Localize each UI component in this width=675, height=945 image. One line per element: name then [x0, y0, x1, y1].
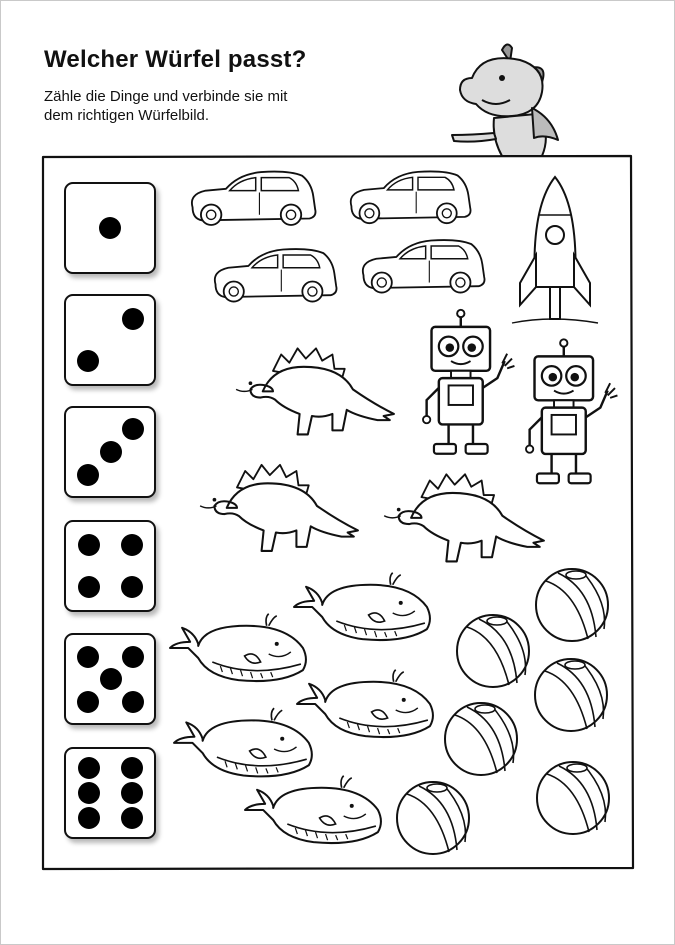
stegosaurus-icon	[196, 458, 362, 566]
die-pip	[77, 350, 99, 372]
die-pip	[100, 668, 122, 690]
car-icon	[358, 236, 486, 298]
die-pip	[78, 576, 100, 598]
beach-ball-icon	[395, 780, 471, 856]
die-pip	[78, 807, 100, 829]
beach-ball-icon	[443, 701, 519, 777]
rocket-icon	[510, 175, 600, 327]
die-pip	[121, 807, 143, 829]
robot-icon	[515, 335, 615, 490]
car-icon	[346, 167, 472, 229]
worksheet-title: Welcher Würfel passt?	[44, 46, 307, 73]
die-pip	[122, 691, 144, 713]
die-3[interactable]	[64, 406, 156, 498]
die-pip	[121, 757, 143, 779]
die-4[interactable]	[64, 520, 156, 612]
die-1[interactable]	[64, 182, 156, 274]
die-pip	[77, 464, 99, 486]
die-pip	[122, 308, 144, 330]
beach-ball-icon	[533, 657, 609, 733]
stegosaurus-icon	[232, 343, 398, 448]
die-pip	[78, 782, 100, 804]
die-2[interactable]	[64, 294, 156, 386]
instruction-line-2: dem richtigen Würfelbild.	[44, 107, 210, 124]
die-pip	[121, 576, 143, 598]
beach-ball-icon	[534, 567, 610, 643]
die-pip	[122, 646, 144, 668]
die-5[interactable]	[64, 633, 156, 725]
die-pip	[78, 534, 100, 556]
stegosaurus-icon	[380, 468, 548, 576]
die-pip	[99, 217, 121, 239]
die-pip	[121, 782, 143, 804]
robot-icon	[412, 308, 512, 458]
instruction-line-1: Zähle die Dinge und verbinde sie mit	[44, 88, 288, 105]
die-6[interactable]	[64, 747, 156, 839]
beach-ball-icon	[455, 613, 531, 689]
car-icon	[210, 245, 338, 307]
beach-ball-icon	[535, 760, 611, 836]
whale-icon	[292, 570, 438, 660]
die-pip	[121, 534, 143, 556]
die-pip	[77, 646, 99, 668]
die-pip	[78, 757, 100, 779]
die-pip	[122, 418, 144, 440]
die-pip	[77, 691, 99, 713]
car-icon	[187, 168, 317, 230]
die-pip	[100, 441, 122, 463]
whale-icon	[243, 774, 389, 862]
